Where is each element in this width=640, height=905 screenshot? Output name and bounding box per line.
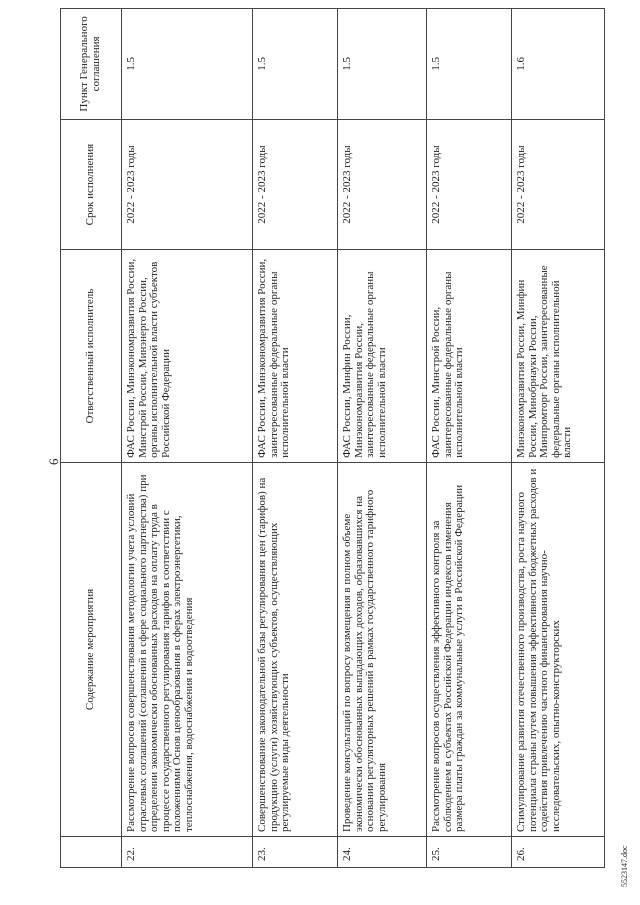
row-executor: ФАС России, Минэкономразвития России, заинтересованные федеральные органы исполнительной власти [253, 250, 338, 463]
row-content: Совершенствование законодательной базы регулирования цен (тарифов) на продукцию (услуги) хозяйствующих субъектов, осуществляющих регулируемые виды деятельности [253, 462, 338, 836]
row-clause: 1.5 [253, 9, 338, 120]
table-row [338, 9, 427, 868]
row-executor: ФАС России, Минстрой России, заинтересованные федеральные органы исполнительной власти [427, 250, 512, 463]
row-clause: 1.5 [122, 9, 253, 120]
row-number: 22. [122, 837, 253, 868]
table-row [122, 9, 253, 868]
row-clause: 1.5 [338, 9, 427, 120]
row-deadline: 2022 - 2023 годы [427, 119, 512, 250]
row-executor: Минэкономразвития России, Минфин России, Минобрнауки России, Минпромторг России, заинтересованные федеральные органы исполнительной власти [512, 250, 605, 463]
row-executor: ФАС России, Минфин России, Минэкономразвития России, заинтересованные федеральные органы исполнительной власти [338, 250, 427, 463]
row-deadline: 2022 - 2023 годы [512, 119, 605, 250]
row-number: 26. [512, 837, 605, 868]
row-content: Рассмотрение вопросов совершенствования методологии учета условий отраслевых соглашений (соглашений в сфере социального партнерства) при определении экономически обоснованных расходов на оплату труда в процессе государственного регулирования тарифов в соответствии с положениями Основ ценообразования в сферах электроэнергетики, теплоснабжения, водоснабжения и водоотведения [122, 462, 253, 836]
header-content: Содержание мероприятия [61, 462, 122, 836]
row-deadline: 2022 - 2023 годы [122, 119, 253, 250]
row-clause: 1.6 [512, 9, 605, 120]
row-clause: 1.5 [427, 9, 512, 120]
measures-table [60, 8, 605, 868]
header-deadline: Срок исполнения [61, 119, 122, 250]
row-content: Рассмотрение вопросов осуществления эффективного контроля за соблюдением в субъектах Российской Федерации индексов изменения размера платы граждан за коммунальные услуги в Российской Федерации [427, 462, 512, 836]
header-clause: Пункт Генерального соглашения [61, 9, 122, 120]
page-number: 6 [46, 458, 61, 465]
row-content: Стимулирование развития отечественного производства, роста научного потенциала страны путем повышения эффективности бюджетных расходов и содействия привлечению частного финансирования научно-исследовательских, опытно-конструкторских [512, 462, 605, 836]
table-row [512, 9, 605, 868]
table-header-row [61, 9, 122, 868]
row-deadline: 2022 - 2023 годы [253, 119, 338, 250]
row-executor: ФАС России, Минэкономразвития России, Минстрой России, Минэнерго России, органы исполнительной власти субъектов Российской Федерации [122, 250, 253, 463]
table-row [427, 9, 512, 868]
row-number: 23. [253, 837, 338, 868]
row-number: 25. [427, 837, 512, 868]
row-number: 24. [338, 837, 427, 868]
footer-file-code: 5523147.doc [620, 845, 629, 887]
header-executor: Ответственный исполнитель [61, 250, 122, 463]
header-num [61, 837, 122, 868]
row-deadline: 2022 - 2023 годы [338, 119, 427, 250]
table-row [253, 9, 338, 868]
row-content: Проведение консультаций по вопросу возмещения в полном объеме экономически обоснованных выпадающих доходов, образовавшихся на основании регуляторных решений в рамках государственного тарифного регулирования [338, 462, 427, 836]
